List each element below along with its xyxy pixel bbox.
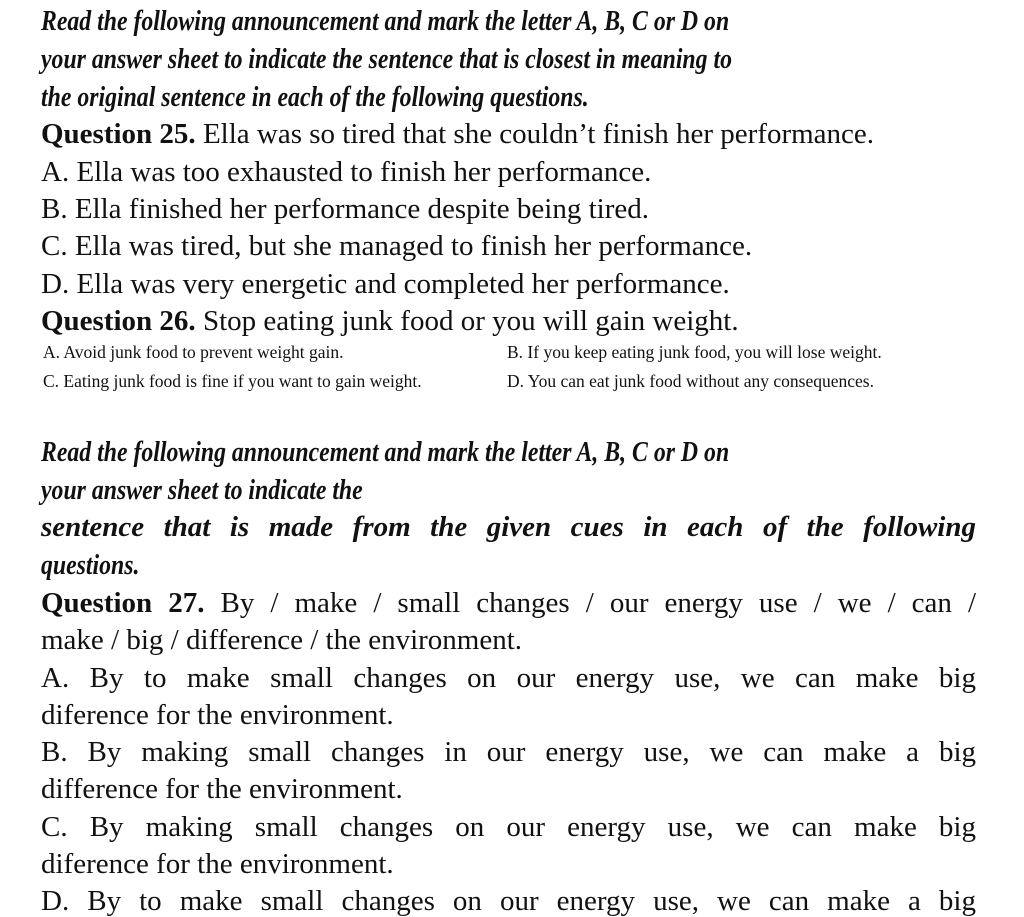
section1-instruction-line-3: the original sentence in each of the following questions.	[41, 81, 589, 113]
question-26-option-c: C. Eating junk food is fine if you want to gain weight.	[43, 371, 422, 391]
question-26-option-d: D. You can eat junk food without any consequences.	[507, 371, 874, 391]
question-26	[41, 307, 739, 336]
question-25	[41, 120, 874, 149]
question-27-option-b-line-1: B. By making small changes in our energy use, we can make a big	[41, 736, 976, 768]
question-25-option-a: A. Ella was too exhausted to finish her performance.	[41, 156, 652, 188]
question-25-option-d: D. Ella was very energetic and completed her performance.	[41, 268, 730, 300]
section2-instruction-line-3: sentence that is made from the given cues in each of the following	[41, 511, 976, 543]
question-27-text-line-1: By / make / small changes / our energy use / we / can /	[204, 587, 977, 619]
question-25-text: Ella was so tired that she couldn’t finish her performance.	[195, 118, 875, 150]
question-26-option-b: B. If you keep eating junk food, you will lose weight.	[507, 342, 882, 362]
question-26-label: Question 26.	[41, 305, 196, 337]
question-27-option-a-line-1: A. By to make small changes on our energy use, we can make big	[41, 662, 976, 694]
question-26-text: Stop eating junk food or you will gain weight.	[195, 305, 739, 337]
section2-instruction-line-4: questions.	[41, 549, 140, 581]
question-25-option-c: C. Ella was tired, but she managed to finish her performance.	[41, 230, 753, 262]
question-27-option-a-line-2: diference for the environment.	[41, 699, 394, 731]
question-27-option-c-line-1: C. By making small changes on our energy use, we can make big	[41, 811, 976, 843]
section2-instruction-line-2: your answer sheet to indicate the	[41, 474, 363, 506]
question-25-option-b: B. Ella finished her performance despite being tired.	[41, 193, 649, 225]
question-27-text-line-2: make / big / difference / the environment.	[41, 624, 523, 656]
question-27-label: Question 27.	[41, 587, 205, 619]
question-27-option-d-line-1: D. By to make small changes on our energy use, we can make a big	[41, 885, 976, 917]
question-27-option-b-line-2: difference for the environment.	[41, 773, 403, 805]
question-27	[41, 589, 976, 618]
question-25-label: Question 25.	[41, 118, 196, 150]
section1-instruction-line-2: your answer sheet to indicate the sentence that is closest in meaning to	[41, 43, 732, 75]
section2-instruction-line-1: Read the following announcement and mark the letter A, B, C or D on	[41, 436, 730, 468]
question-26-option-a: A. Avoid junk food to prevent weight gain.	[43, 342, 344, 362]
question-27-option-c-line-2: diference for the environment.	[41, 848, 394, 880]
section1-instruction-line-1: Read the following announcement and mark the letter A, B, C or D on	[41, 5, 730, 37]
